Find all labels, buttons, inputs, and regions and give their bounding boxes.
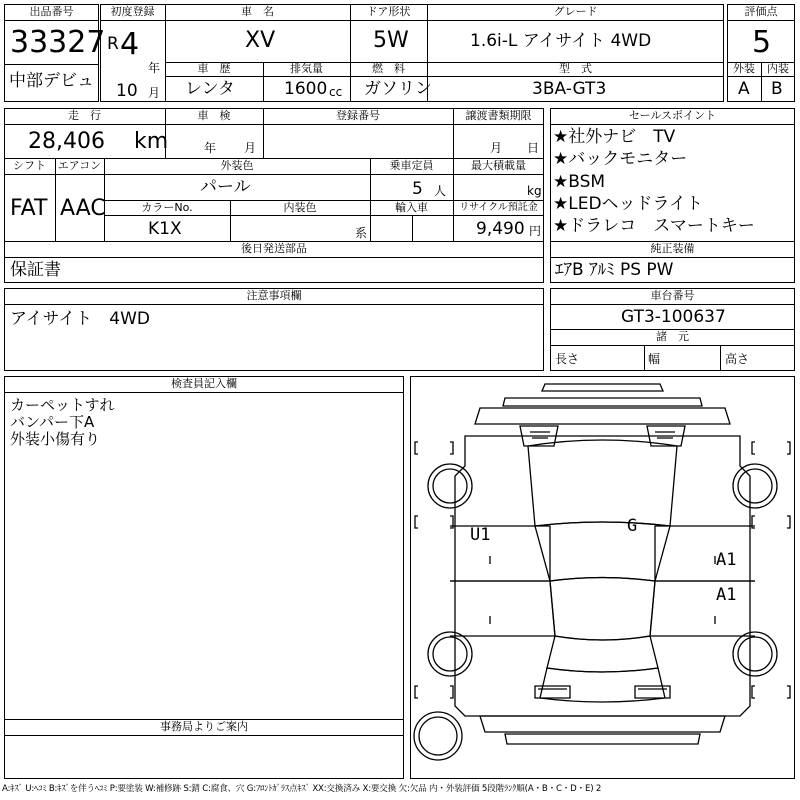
exterior-label: 外装 [733,62,755,75]
model-code: 3BA-GT3 [532,79,607,99]
selling-point: ★ドラレコ スマートキー [553,216,755,236]
chassis-number: GT3-100637 [621,307,726,327]
selling-point: ★社外ナビ TV [553,127,676,147]
later-parts: 保証書 [10,260,61,280]
load-unit: kg [527,184,542,198]
inspector-note: カーペットすれ [10,396,115,414]
interior-label: 内装 [767,62,789,75]
load-label: 最大積載量 [471,159,526,172]
history-label: 車 歴 [197,62,231,75]
lot-label: 出品番号 [29,5,74,18]
exterior-grade: A [738,79,750,99]
capacity-label: 乗車定員 [389,159,434,172]
grade-label: グレード [553,5,598,18]
mileage-unit: km [134,129,169,154]
car-damage-diagram [410,376,795,779]
month-unit: 月 [148,86,161,100]
fuel: ガソリン [364,79,432,99]
reg-month: 10 [116,81,138,101]
caution-label: 注意事項欄 [246,289,302,302]
recycle-unit: 円 [529,224,542,238]
int-color-unit: 系 [355,226,368,240]
width-label: 幅 [648,352,661,366]
inspector-note: バンパー下A [10,413,95,431]
shift: FAT [10,196,48,221]
transfer-month-unit: 月 [490,141,503,155]
displacement: 1600 [284,79,328,99]
capacity: 5 [412,179,423,199]
ext-color-label: 外装色 [220,159,254,172]
inspection-label: 車 検 [197,109,231,122]
color-no-label: カラーNo. [141,201,193,214]
mileage-label: 走 行 [68,109,101,122]
selling-point: ★LEDヘッドライト [553,194,704,214]
displacement-label: 排気量 [290,62,323,75]
insp-year-unit: 年 [204,141,217,155]
inspector-label: 検査員記入欄 [171,377,237,390]
shift-label: シフト [13,159,46,172]
model-code-label: 型 式 [559,62,592,75]
damage-mark-a1-rear: A1 [716,585,737,605]
ac-label: エアコン [57,159,102,172]
car-name-label: 車 名 [241,5,274,18]
capacity-unit: 人 [434,184,447,198]
damage-mark-a1-front: A1 [716,550,737,570]
lot-number: 33327 [10,25,106,60]
inspector-note: 外装小傷有り [10,430,101,448]
height-label: 高さ [725,352,750,366]
ext-color: パール [200,177,251,197]
first-reg-label: 初度登録 [110,5,155,18]
color-no: K1X [148,219,182,239]
later-parts-label: 後日発送部品 [241,242,307,255]
caution-text: アイサイト 4WD [10,309,150,329]
mileage: 28,406 [28,129,105,154]
transfer-label: 譲渡書類期限 [465,109,532,122]
damage-mark-u1: U1 [470,525,491,545]
standard-eq-label: 純正装備 [650,242,695,255]
insp-month-unit: 月 [244,141,257,155]
recycle-label: リサイクル預託金 [459,202,538,213]
length-label: 長さ [555,352,580,366]
history: レンタ [185,79,235,99]
selling-points-label: セールスポイント [628,109,716,122]
venue-label: 中部デビュ [9,71,94,91]
reg-no-label: 登録番号 [336,109,380,122]
selling-point: ★バックモニター [553,149,688,169]
damage-mark-g: G [627,516,638,536]
import-label: 輸入車 [395,201,428,214]
standard-eq: ｴｱB ｱﾙﾐ PS PW [555,260,674,280]
reg-year: 4 [120,27,140,62]
ac: AAC [60,196,106,221]
selling-point: ★BSM [553,172,606,192]
damage-legend: A:ｷｽﾞ U:ﾍｺﾐ B:ｷｽﾞを伴うﾍｺﾐ P:要塗装 W:補修跡 S:錆 C:腐食、穴 G:ﾌﾛﾝﾄｶﾞﾗｽ点ｷｽﾞ XX:交換済み X:要交換 欠:欠品 内・外装評価 5段階ﾗﾝｸ順(A・B・C・D・E) 2 [2,784,602,794]
car-name: XV [245,28,276,53]
era: R [107,34,119,54]
chassis-label: 車台番号 [650,289,695,302]
displacement-unit: cc [329,85,343,99]
interior-grade: B [771,79,783,99]
fuel-label: 燃 料 [372,62,405,75]
specs-label: 諸 元 [656,330,689,343]
transfer-day-unit: 日 [527,141,540,155]
year-unit: 年 [148,61,161,75]
office-label: 事務局よりご案内 [160,720,248,733]
recycle-fee: 9,490 [476,219,525,239]
door-label: ドア形状 [366,5,411,18]
score-label: 評価点 [744,5,778,18]
door-type: 5W [373,28,409,53]
int-color-label: 内装色 [283,201,317,214]
grade: 1.6i-L アイサイト 4WD [470,31,652,51]
score: 5 [752,25,772,60]
